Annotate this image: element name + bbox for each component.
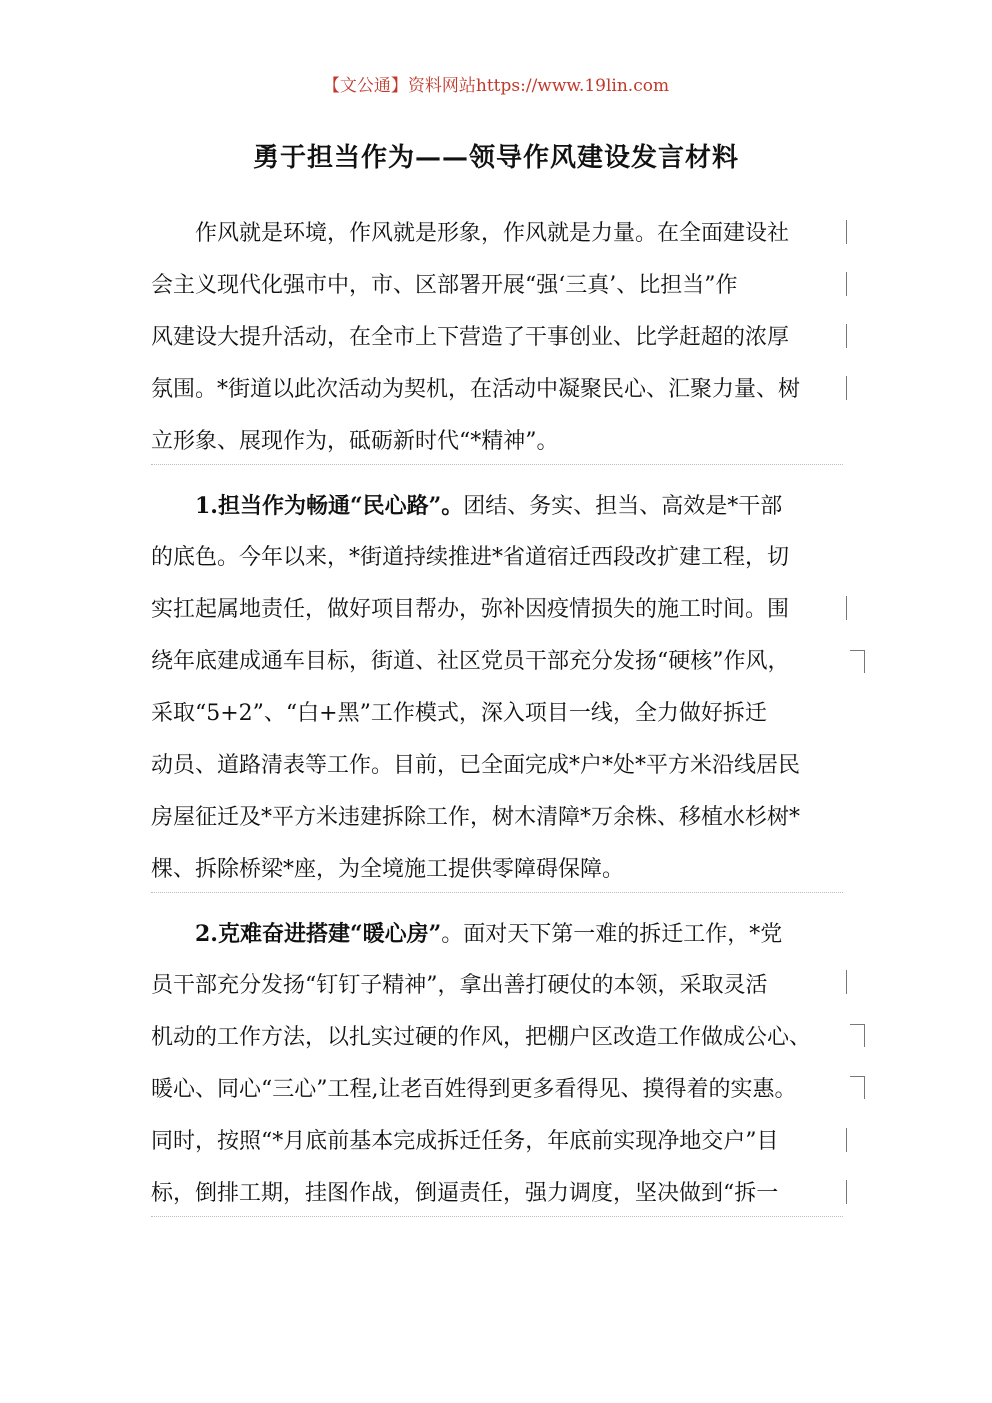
text-span: 团结、务实、担当、高效是*干部	[463, 494, 783, 519]
site-header: 【文公通】资料网站https://www.19lin.com	[322, 76, 670, 96]
text-line: 动员、道路清表等工作。目前，已全面完成*户*处*平方米沿线居民	[151, 753, 801, 778]
page-divider	[151, 1216, 843, 1217]
text-line: 绕年底建成通车目标，街道、社区党员干部充分发扬“硬核”作风，	[151, 649, 790, 674]
paragraph-section-2	[151, 908, 845, 1220]
text-line: 员干部充分发扬“钉钉子精神”，拿出善打硬仗的本领，采取灵活	[151, 973, 768, 998]
page-divider	[151, 892, 843, 893]
line-end-mark	[846, 1180, 847, 1204]
document-title: 勇于担当作为——领导作风建设发言材料	[252, 143, 739, 173]
line-end-mark	[846, 596, 847, 620]
text-span: 。面对天下第一难的拆迁工作，*党	[441, 922, 783, 947]
text-line: 房屋征迁及*平方米违建拆除工作，树木清障*万余株、移植水杉树*	[151, 805, 801, 830]
line-end-mark	[850, 1024, 865, 1047]
text-line: 标，倒排工期，挂图作战，倒逼责任，强力调度，坚决做到“拆一	[151, 1181, 779, 1206]
line-end-mark	[846, 220, 847, 244]
text-line: 实扛起属地责任，做好项目帮办，弥补因疫情损失的施工时间。围	[151, 597, 790, 622]
text-line: 氛围。*街道以此次活动为契机，在活动中凝聚民心、汇聚力量、树	[151, 377, 801, 402]
paragraph-intro	[151, 208, 845, 468]
text-line: 机动的工作方法，以扎实过硬的作风，把棚户区改造工作做成公心、	[151, 1025, 812, 1050]
paragraph-section-1	[151, 480, 845, 896]
text-line: 棵、拆除桥梁*座，为全境施工提供零障碍保障。	[151, 857, 625, 882]
text-line: 作风就是环境，作风就是形象，作风就是力量。在全面建设社	[195, 221, 790, 246]
line-end-mark	[850, 1076, 865, 1099]
text-line: 采取“5+2”、“白+黑”工作模式，深入项目一线，全力做好拆迁	[151, 701, 767, 726]
text-line: 的底色。今年以来，*街道持续推进*省道宿迁西段改扩建工程，切	[151, 545, 790, 570]
text-line	[151, 480, 845, 532]
text-line: 立形象、展现作为，砥砺新时代“*精神”。	[151, 429, 559, 454]
text-line: 风建设大提升活动，在全市上下营造了干事创业、比学赶超的浓厚	[151, 325, 790, 350]
section-heading: 2.克难奋进搭建“暖心房”	[195, 921, 442, 947]
line-end-mark	[846, 324, 847, 348]
line-end-mark	[846, 1128, 847, 1152]
line-end-mark	[846, 272, 847, 296]
section-heading: 1.担当作为畅通“民心路”。	[195, 493, 464, 519]
text-line: 会主义现代化强市中，市、区部署开展“强‘三真’、比担当”作	[151, 273, 738, 298]
text-line: 同时，按照“*月底前基本完成拆迁任务，年底前实现净地交户”目	[151, 1129, 779, 1154]
line-end-mark	[846, 970, 847, 994]
text-line: 暖心、同心“三心”工程,让老百姓得到更多看得见、摸得着的实惠。	[151, 1077, 797, 1102]
line-end-mark	[850, 650, 865, 673]
text-line	[151, 908, 845, 960]
line-end-mark	[846, 376, 847, 400]
page-divider	[151, 464, 843, 465]
